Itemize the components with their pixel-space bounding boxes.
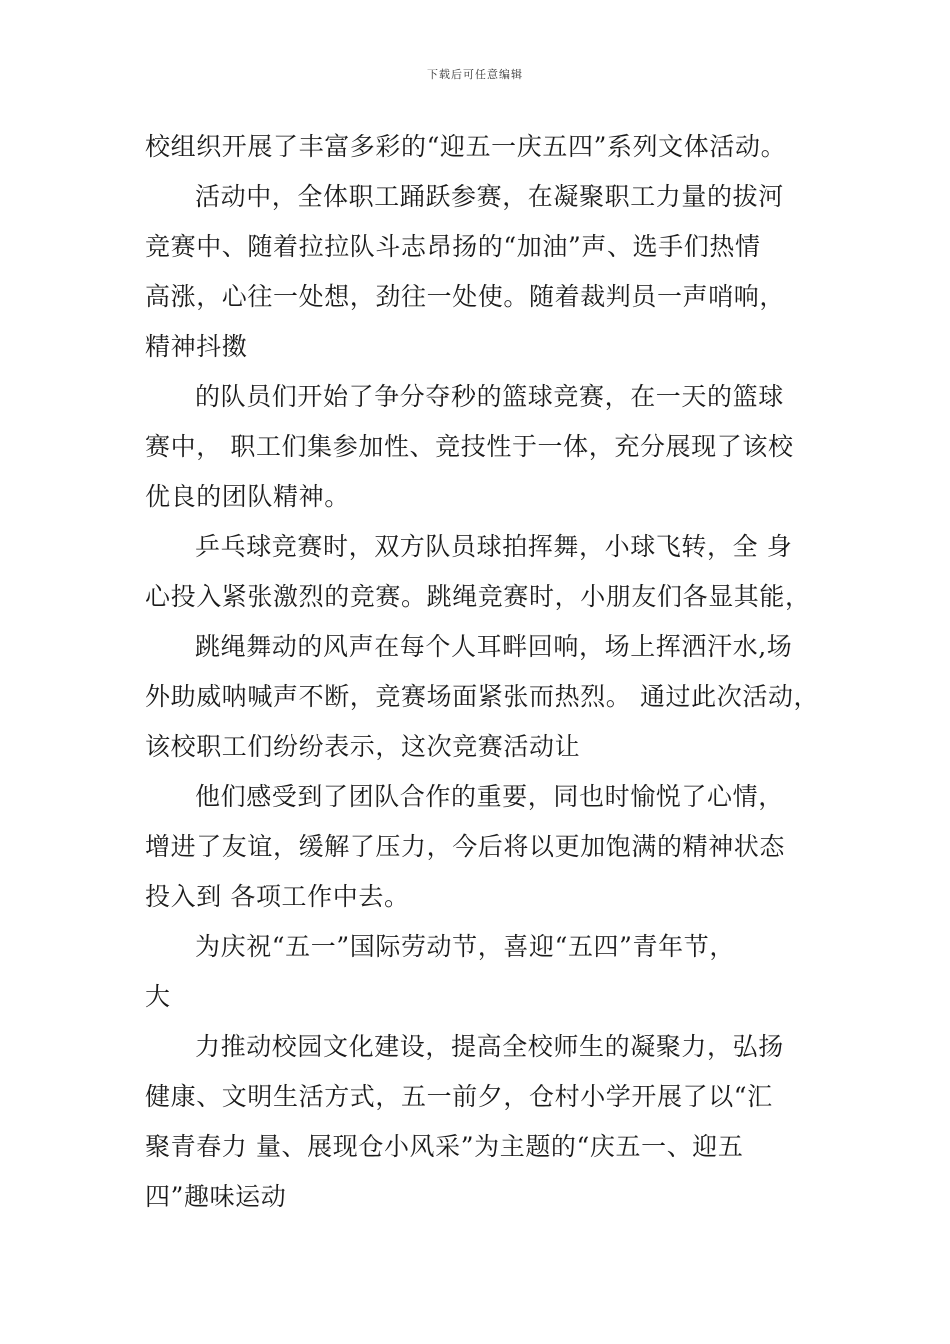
text-line: 他们感受到了团队合作的重要，同也时愉悦了心情， (195, 782, 784, 811)
text-line: 外助威呐喊声不断，竞赛场面紧张而热烈。 通过此次活动， (145, 682, 820, 711)
text-line: 跳绳舞动的风声在每个人耳畔回响，场上挥洒汗水,场 (195, 632, 793, 661)
document-body (145, 122, 825, 1222)
text-line: 的队员们开始了争分夺秒的篮球竞赛，在一天的篮球 (195, 382, 784, 411)
text-line: 竞赛中、随着拉拉队斗志昂扬的“加油”声、选手们热情 (145, 232, 761, 261)
text-line: 乒乓球竞赛时，双方队员球拍挥舞，小球飞转，全 身 (195, 532, 793, 561)
page-header: 下载后可任意编辑 (427, 68, 523, 81)
text-line: 聚青春力 量、展现仓小风采”为主题的“庆五一、迎五 (145, 1132, 744, 1161)
text-line: 健康、文明生活方式，五一前夕，仓村小学开展了以“汇 (145, 1082, 773, 1111)
text-line: 投入到 各项工作中去。 (145, 882, 410, 911)
text-line: 心投入紧张激烈的竞赛。跳绳竞赛时，小朋友们各显其能， (145, 582, 811, 611)
text-line: 为庆祝“五一”国际劳动节，喜迎“五四”青年节， (195, 932, 735, 961)
text-line: 增进了友谊，缓解了压力，今后将以更加饱满的精神状态 (145, 832, 786, 861)
text-line: 大 (145, 982, 171, 1011)
text-line: 活动中，全体职工踊跃参赛，在凝聚职工力量的拔河 (195, 182, 784, 211)
text-line: 优良的团队精神。 (145, 482, 350, 511)
text-line: 高涨，心往一处想，劲往一处使。随着裁判员一声哨响， (145, 282, 786, 311)
text-line: 赛中， 职工们集参加性、竞技性于一体，充分展现了该校 (145, 432, 794, 461)
text-line: 该校职工们纷纷表示，这次竞赛活动让 (145, 732, 581, 761)
text-line: 力推动校园文化建设，提高全校师生的凝聚力，弘扬 (195, 1032, 784, 1061)
text-line: 校组织开展了丰富多彩的“迎五一庆五四”系列文体活动。 (145, 132, 787, 161)
text-line: 精神抖擞 (145, 332, 248, 361)
text-line: 四”趣味运动 (145, 1182, 287, 1211)
